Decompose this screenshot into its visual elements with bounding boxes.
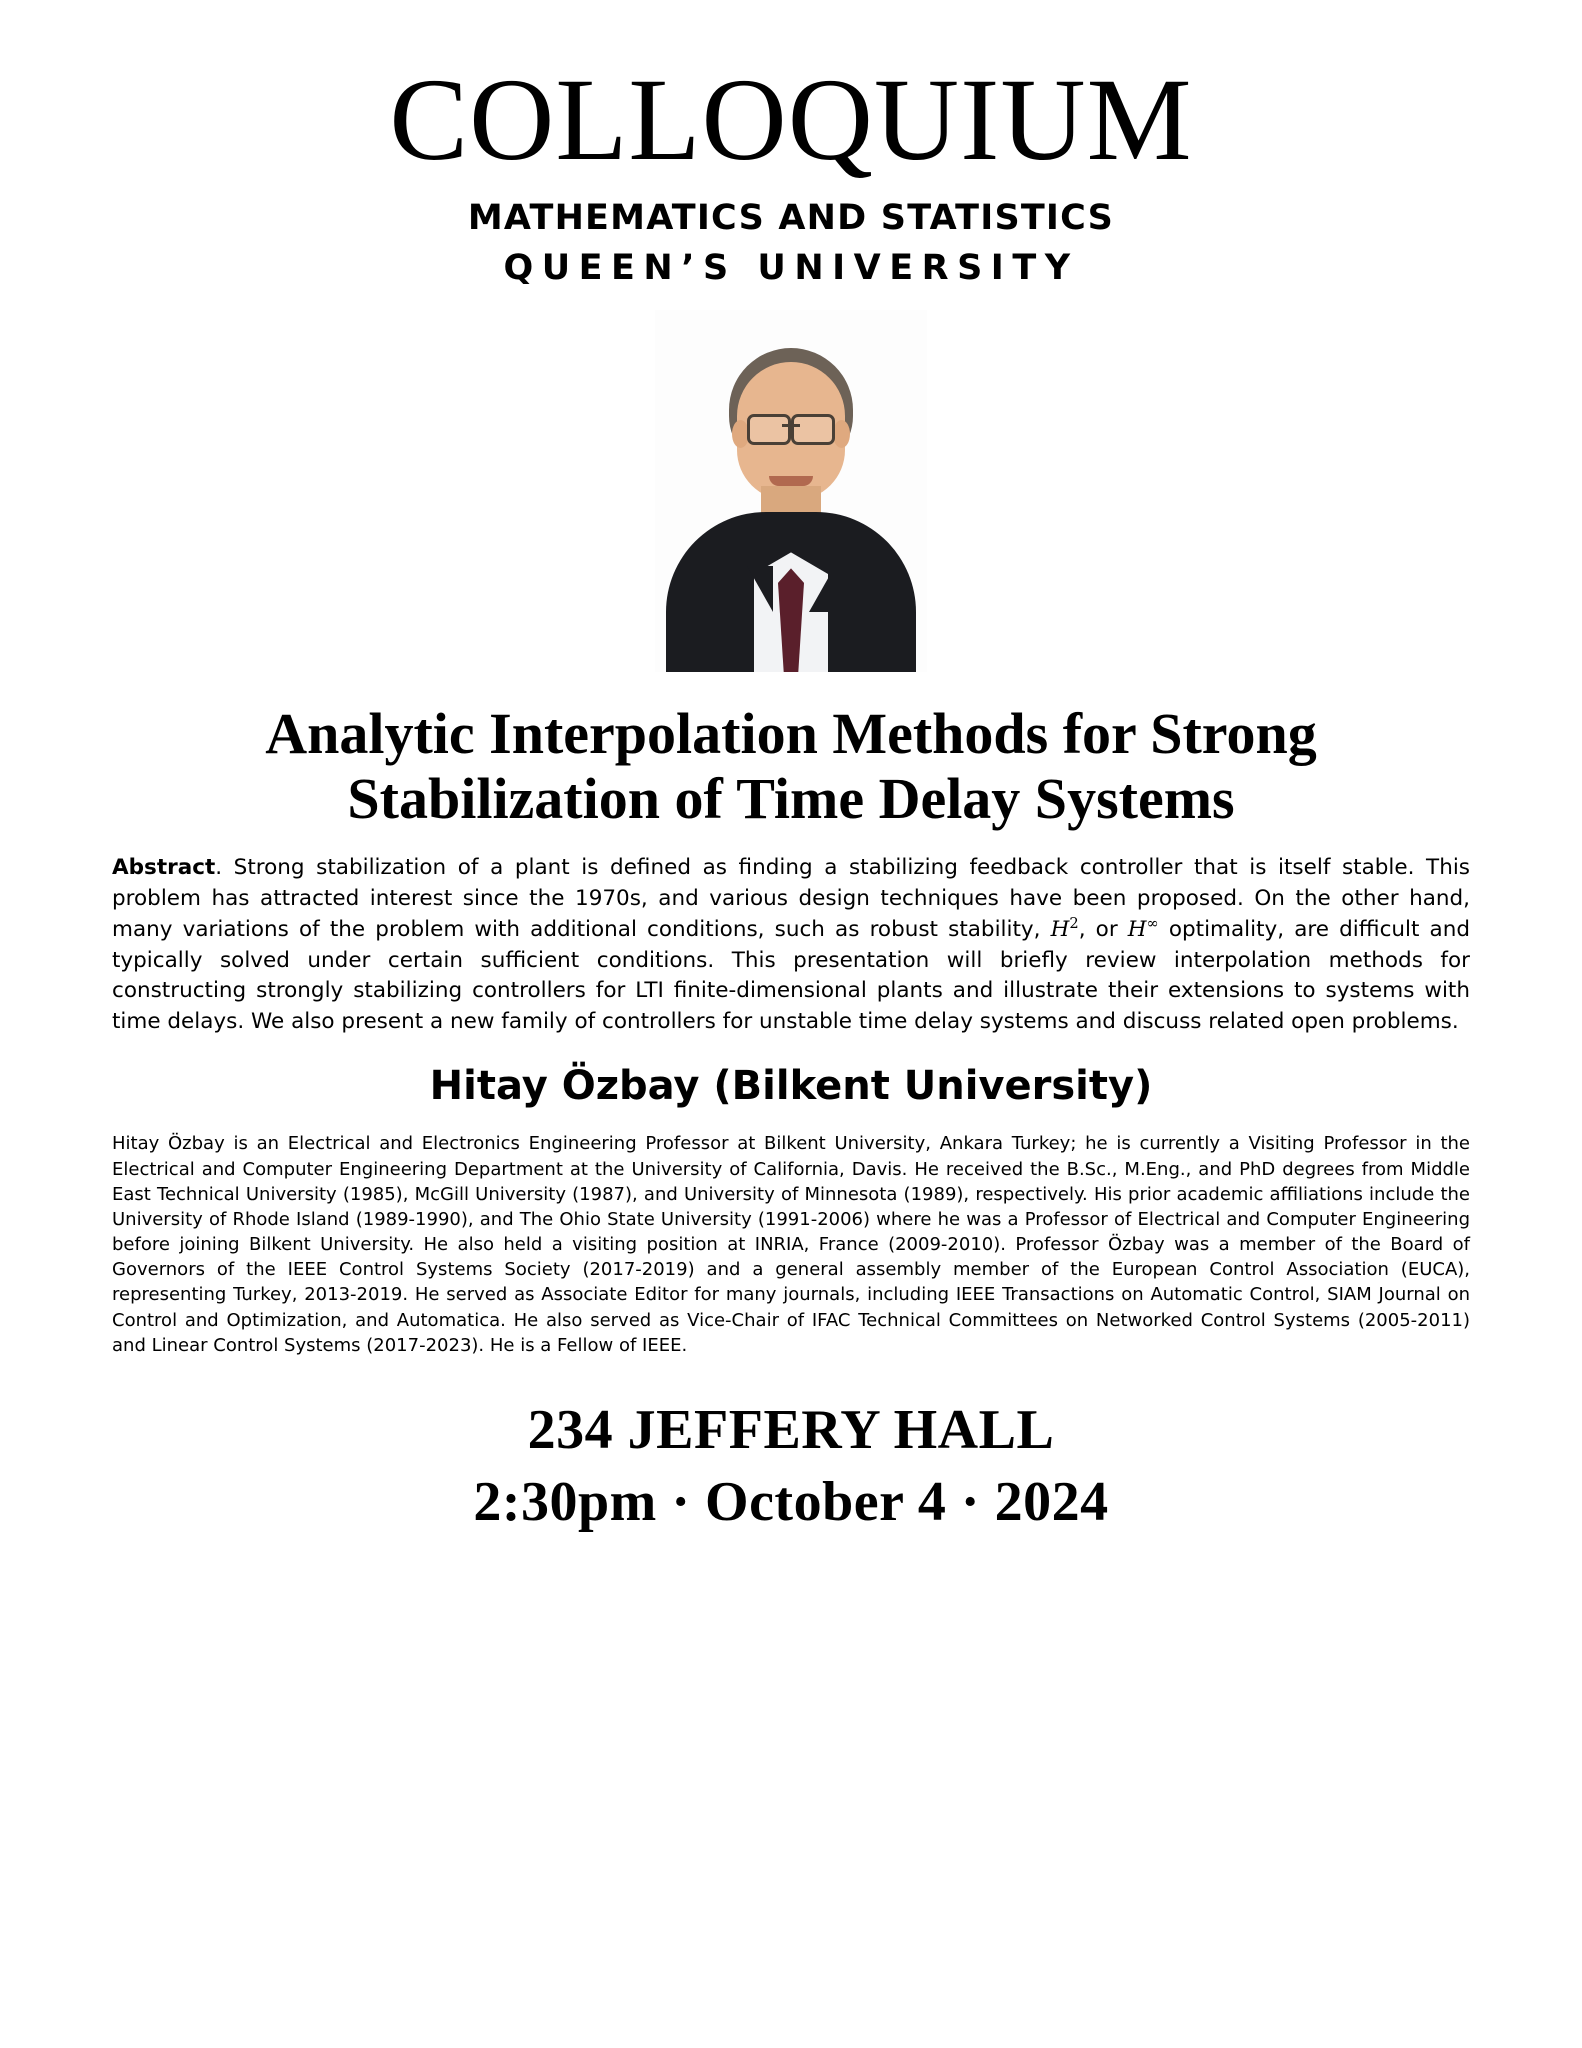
talk-title: Analytic Interpolation Methods for Strong Stabilization of Time Delay Systems [265,701,1317,831]
speaker-portrait-image [655,310,927,672]
portrait-eyeglass-right [791,414,835,445]
abstract-text-part-1: . Strong stabilization of a plant is defined as finding a stabilizing feedback controller that is itself stable. This problem has attracted interest since the 1970s, and various design techniques have been proposed. On the other hand, many variations of the problem with additional conditions, such as robust stability, [112,855,1470,943]
portrait-eyeglass-left [747,414,791,445]
department-subtitle: MATHEMATICS AND STATISTICS [467,198,1115,239]
abstract-math-hinf [1128,917,1159,942]
event-venue: 234 JEFFERY HALL [527,1399,1055,1462]
university-subtitle: QUEEN’S UNIVERSITY [503,248,1079,289]
abstract-math-h2-exponent: 2 [1069,915,1079,933]
poster-heading-colloquium: COLLOQUIUM [389,54,1193,185]
abstract-math-hinf-base: H [1127,917,1147,943]
event-datetime: 2:30pm · October 4 · 2024 [473,1471,1109,1534]
abstract-text-part-2: , or [1078,917,1128,943]
abstract-math-h2-base: H [1050,917,1070,943]
abstract-text-part-3: optimality, are difficult and typically solved under certain sufficient conditions. This presentation will briefly review interpolation methods for constructing strongly stabilizing controllers for LTI finite-dimensional plants and illustrate their extensions to systems with time delays. We also present a new family of controllers for unstable time delay systems and discuss related open problems. [112,917,1471,1034]
speaker-name-affiliation: Hitay Özbay (Bilkent University) [429,1063,1153,1110]
speaker-biography: Hitay Özbay is an Electrical and Electronics Engineering Professor at Bilkent University, Ankara Turkey; he is currently a Visiting Professor in the Electrical and Computer Engineering Department at the University of California, Davis. He received the B.Sc., M.Eng., and PhD degrees from Middle East Technical University (1985), McGill University (1987), and University of Minnesota (1989), respectively. His prior academic affiliations include the University of Rhode Island (1989-1990), and The Ohio State University (1991-2006) where he was a Professor of Electrical and Computer Engineering before joining Bilkent University. He also held a visiting position at INRIA, France (2009-2010). Professor Özbay was a member of the Board of Governors of the IEEE Control Systems Society (2017-2019) and a general assembly member of the European Control Association (EUCA), representing Turkey, 2013-2019. He served as Associate Editor for many journals, including IEEE Transactions on Automatic Control, SIAM Journal on Control and Optimization, and Automatica. He also served as Vice-Chair of IFAC Technical Committees on Networked Control Systems (2005-2011) and Linear Control Systems (2017-2023). He is a Fellow of IEEE. [112,1133,1470,1356]
portrait-collar-right [809,566,835,612]
abstract-math-h2 [1051,917,1079,942]
portrait-container [112,310,1470,672]
portrait-mouth [769,476,813,486]
abstract-paragraph [112,853,1470,1037]
abstract-label: Abstract [112,855,216,881]
abstract-math-hinf-exponent: ∞ [1146,915,1159,933]
portrait-collar-left [747,566,773,612]
portrait-eyeglass-bridge [782,424,800,427]
